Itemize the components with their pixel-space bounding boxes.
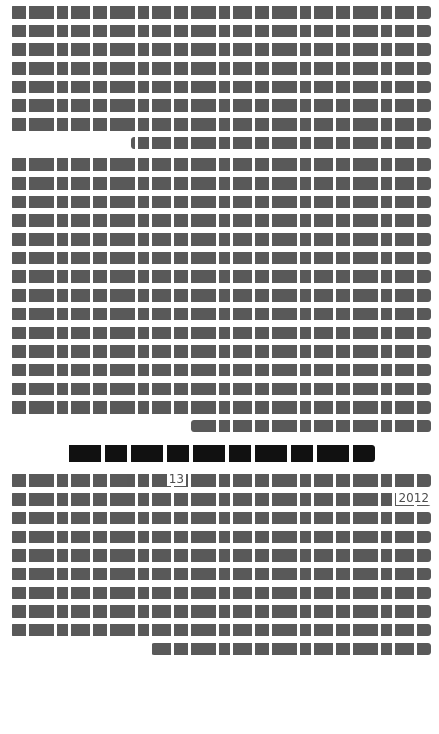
- text-line: [10, 6, 431, 19]
- text-line: [191, 420, 431, 433]
- text-line: [10, 25, 431, 38]
- text-line: [10, 158, 431, 171]
- text-line: [10, 308, 431, 321]
- text-line: [10, 289, 431, 302]
- article-paragraph-2: [8, 158, 431, 432]
- session-count-figure: 13: [168, 472, 184, 487]
- text-line: [10, 624, 431, 637]
- text-line: [10, 118, 431, 131]
- text-line: [10, 214, 431, 227]
- text-line: [10, 81, 431, 94]
- text-line: [10, 196, 431, 209]
- text-line: [10, 605, 431, 618]
- section-heading-text: [65, 445, 375, 462]
- text-line: [10, 252, 431, 265]
- section-heading: [8, 442, 431, 464]
- text-line: [10, 401, 431, 414]
- text-line: [10, 62, 431, 75]
- text-line: [10, 549, 431, 562]
- text-line: [10, 531, 431, 544]
- text-line: [10, 43, 431, 56]
- text-line: [10, 587, 431, 600]
- text-line: [10, 233, 431, 246]
- text-line: [131, 137, 431, 150]
- text-line: [10, 383, 431, 396]
- article-paragraph-1: [8, 6, 431, 149]
- text-line: [10, 327, 431, 340]
- text-line: [10, 364, 431, 377]
- text-line: [10, 345, 431, 358]
- text-line: [10, 568, 431, 581]
- text-line: [10, 493, 431, 506]
- text-line: [10, 512, 431, 525]
- text-line: [10, 474, 431, 487]
- text-line: [10, 99, 431, 112]
- article-paragraph-3: [8, 474, 431, 655]
- text-line: [10, 270, 431, 283]
- text-line: [10, 177, 431, 190]
- year-figure: 2012: [398, 491, 429, 506]
- text-line: [151, 643, 431, 656]
